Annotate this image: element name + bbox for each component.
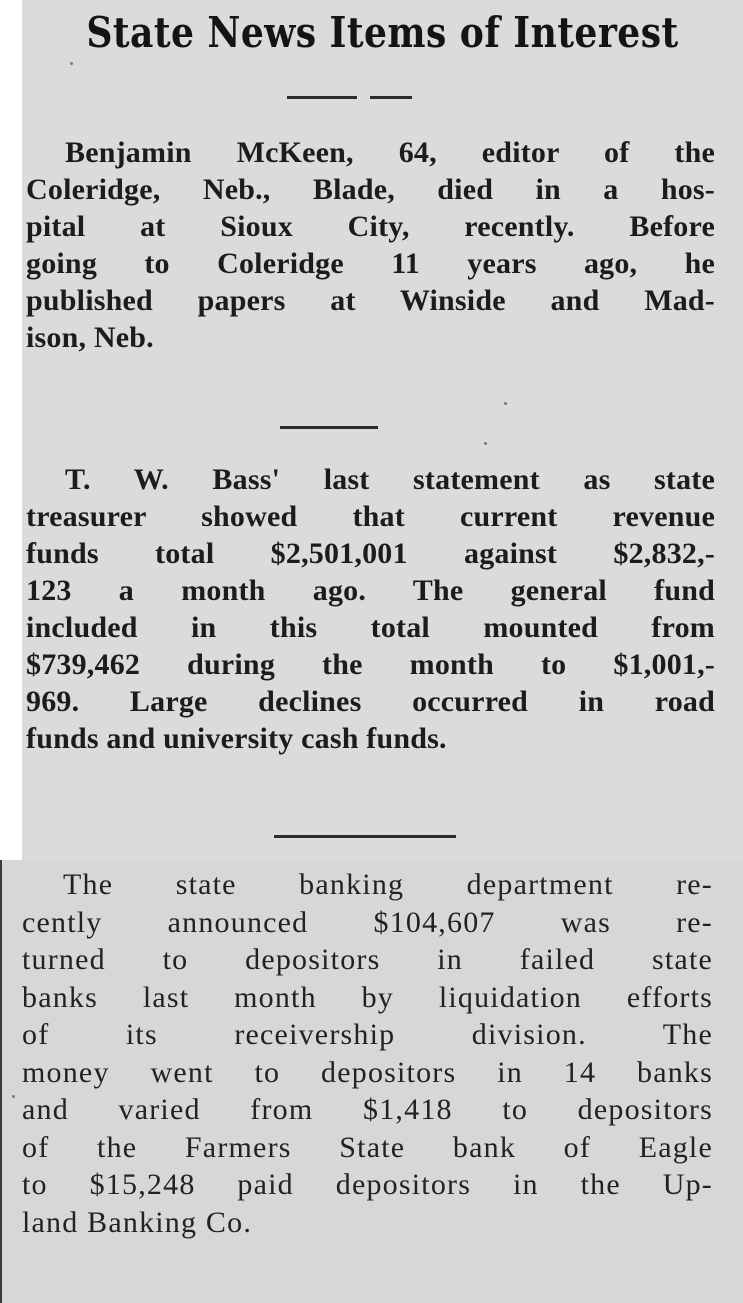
article-line: funds and university cash funds. bbox=[26, 722, 447, 755]
headline: State News Items of Interest bbox=[86, 8, 679, 57]
article-line: cently announced $104,607 was re- bbox=[22, 905, 713, 939]
article-line: 123 a month ago. The general fund bbox=[26, 574, 715, 607]
news-item-mckeen bbox=[22, 134, 743, 356]
article-line: funds total $2,501,001 against $2,832,- bbox=[26, 537, 715, 570]
article-line: Benjamin McKeen, 64, editor of the bbox=[65, 136, 715, 169]
article-line: banks last month by liquidation efforts bbox=[22, 980, 713, 1014]
article-line: Coleridge, Neb., Blade, died in a hos- bbox=[26, 173, 715, 206]
headline-divider-left bbox=[287, 96, 357, 99]
print-speck bbox=[484, 442, 487, 445]
article-line: $739,462 during the month to $1,001,- bbox=[26, 648, 715, 681]
article-line: of its receivership division. The bbox=[22, 1018, 713, 1051]
section-divider bbox=[280, 426, 378, 429]
print-speck bbox=[12, 1095, 15, 1098]
article-line: published papers at Winside and Mad- bbox=[26, 284, 715, 317]
article-line: treasurer showed that current revenue bbox=[26, 500, 715, 533]
article-line: 969. Large declines occurred in road bbox=[26, 685, 715, 718]
article-line: pital at Sioux City, recently. Before bbox=[26, 210, 715, 243]
section-divider bbox=[274, 835, 456, 838]
print-speck bbox=[70, 62, 73, 65]
news-item-state-treasurer bbox=[22, 461, 743, 757]
article-line: turned to depositors in failed state bbox=[22, 943, 713, 976]
article-line: and varied from $1,418 to depositors bbox=[22, 1093, 713, 1126]
clipping-lower-section bbox=[0, 860, 743, 1303]
clipping-upper-section bbox=[22, 0, 743, 860]
article-line: going to Coleridge 11 years ago, he bbox=[26, 247, 715, 280]
headline-divider-right bbox=[370, 96, 412, 99]
news-item-banking-department bbox=[2, 866, 743, 1241]
article-line: to $15,248 paid depositors in the Up- bbox=[22, 1168, 713, 1201]
article-line: of the Farmers State bank of Eagle bbox=[22, 1130, 713, 1164]
article-line: money went to depositors in 14 banks bbox=[22, 1055, 713, 1089]
article-line: ison, Neb. bbox=[26, 321, 154, 354]
article-line: land Banking Co. bbox=[22, 1205, 253, 1239]
article-line: T. W. Bass' last statement as state bbox=[65, 463, 715, 496]
article-line: included in this total mounted from bbox=[26, 611, 715, 644]
print-speck bbox=[504, 402, 507, 405]
article-line: The state banking department re- bbox=[63, 868, 713, 901]
